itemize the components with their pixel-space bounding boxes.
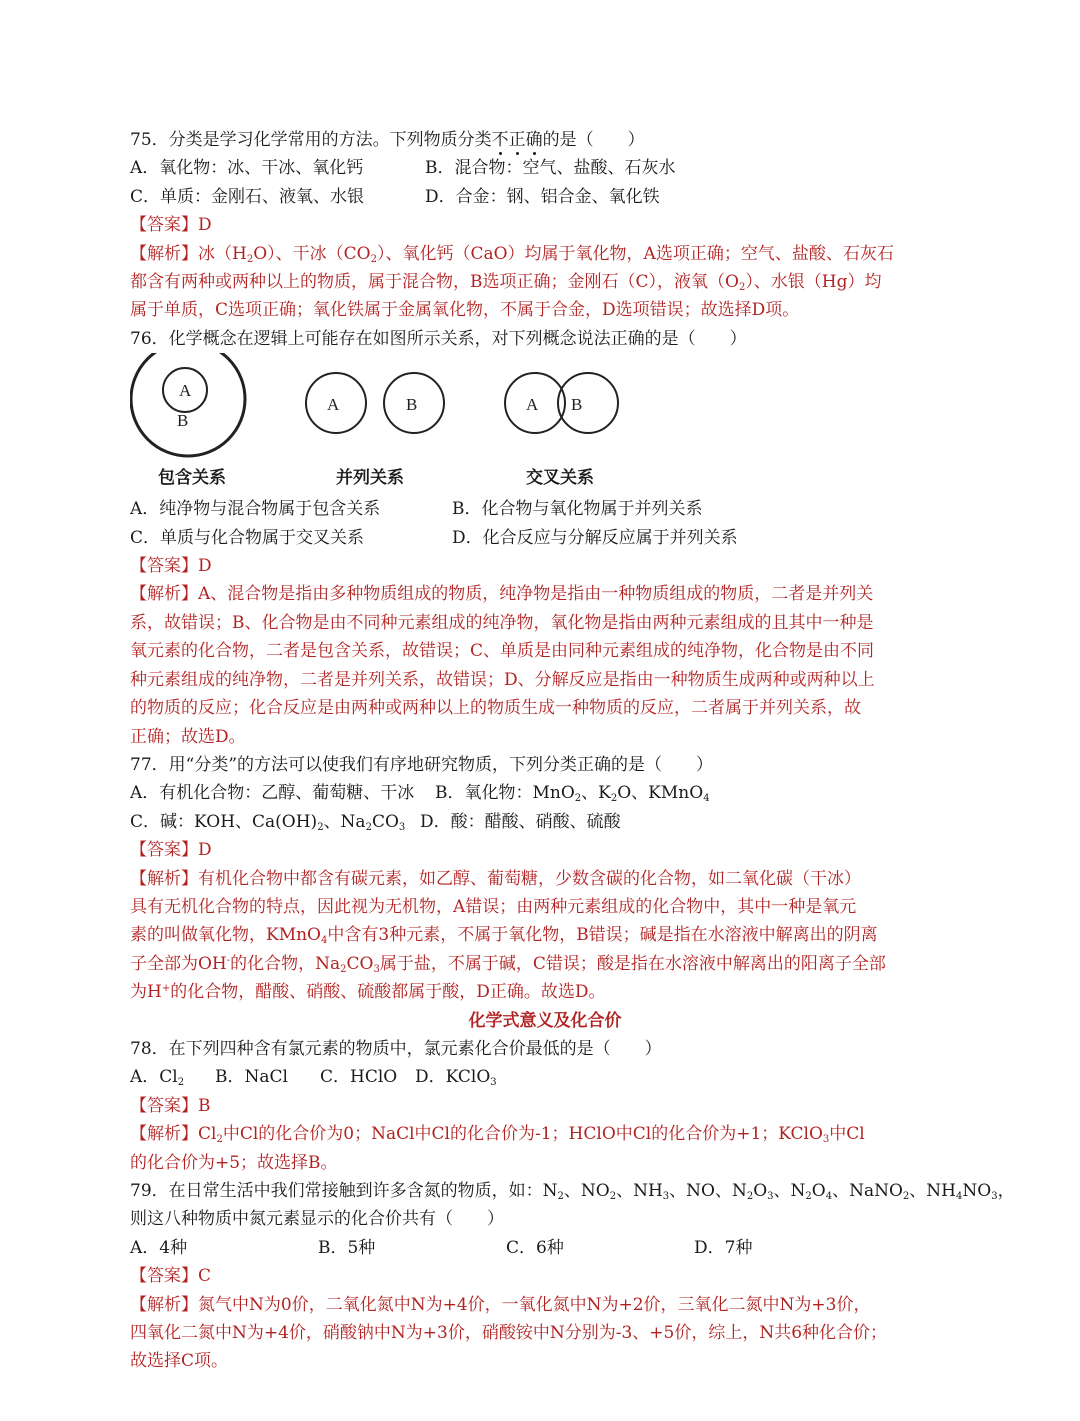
q77-option-c: C．碱：KOH、$Ca(OH)_2$、$Na_2CO_3$	[130, 811, 406, 833]
q75-option-b: B．混合物：空气、盐酸、石灰水	[425, 158, 676, 179]
q75-answer: 【答案】D	[130, 215, 212, 236]
q77-stem: 77．用“分类”的方法可以使我们有序地研究物质，下列分类正确的是（ ）	[130, 754, 714, 775]
q79-stem-line-2: 则这八种物质中氮元素显示的化合价共有（ ）	[130, 1209, 504, 1230]
section-title: 化学式意义及化合价	[468, 1010, 622, 1031]
q79-analysis-line-3: 故选择C项。	[130, 1351, 229, 1372]
q78-analysis-line-1: 【解析】$Cl_2$中Cl的化合价为0；NaCl中Cl的化合价为-1；HClO中Cl的化合价为+1；KClO$_3$中Cl	[130, 1124, 865, 1146]
q76-analysis-line-5: 的物质的反应；化合反应是由两种或两种以上的物质生成一种物质的反应，二者属于并列关系，故	[130, 698, 861, 719]
q75-stem: 75．分类是学习化学常用的方法。下列物质分类不正确的是（ ）	[130, 130, 645, 150]
q75-analysis-line-2: 都含有两种或两种以上的物质，属于混合物，B选项正确；金刚石（C），液氧$(O_2)$、水银（Hg）均	[130, 272, 882, 294]
q77-option-b: B．氧化物：MnO$_2$、$K_2O$、KMnO$_4$	[435, 783, 710, 805]
q76-stem: 76．化学概念在逻辑上可能存在如图所示关系，对下列概念说法正确的是（ ）	[130, 328, 747, 349]
q77-analysis-line-2: 具有无机化合物的特点，因此视为无机物，A错误；由两种元素组成的化合物中，其中一种是氧元	[130, 896, 857, 917]
q75-option-c: C．单质：金刚石、液氧、水银	[130, 186, 365, 207]
caption-intersection: 交叉关系	[526, 468, 594, 489]
q75-option-d: D．合金：钢、铝合金、氧化铁	[425, 186, 660, 207]
q76-options-row-1	[130, 495, 960, 523]
q76-analysis-line-3: 氧元素的化合物，二者是包含关系，故错误；C、单质是由同种元素组成的纯净物，化合物是由不同	[130, 641, 875, 662]
q79-option-a: A．4种	[130, 1237, 188, 1258]
q77-analysis-line-5: 为H+的化合物，醋酸、硝酸、硫酸都属于酸，D正确。故选D。	[130, 982, 606, 1003]
q75-option-a: A．氧化物：冰、干冰、氧化钙	[130, 158, 364, 179]
inclusion-label-a: A	[179, 381, 192, 401]
q76-option-b: B．化合物与氧化物属于并列关系	[452, 499, 703, 520]
q78-option-c: C．HClO	[320, 1067, 398, 1088]
q79-option-d: D．7种	[694, 1237, 753, 1258]
q78-options-row	[130, 1063, 960, 1091]
inclusion-label-b: B	[177, 411, 189, 431]
q77-options-row-1	[130, 779, 960, 807]
relationship-diagram	[130, 353, 960, 495]
q76-analysis-line-4: 种元素组成的纯净物，二者是并列关系，故错误；D、分解反应是指由一种物质生成两种或两种以上	[130, 669, 875, 690]
q79-option-c: C．6种	[506, 1237, 564, 1258]
q75-options-row-1	[130, 154, 960, 182]
inclusion-diagram	[131, 353, 245, 456]
q79-stem-line-1: 79．在日常生活中我们常接触到许多含氮的物质，如：$N_2$、$NO_2$、$NH_3$、NO、$N_2O_3$、$N_2O_4$、NaNO$_2$、$NH_4NO_3$，	[130, 1181, 1015, 1202]
intersection-diagram	[505, 373, 618, 433]
q78-analysis-line-2: 的化合价为+5；故选择B。	[130, 1152, 338, 1173]
q79-analysis-line-1: 【解析】氮气中N为0价，二氧化氮中N为+4价，一氧化氮中N为+2价，三氧化二氮中N为+3价，	[130, 1294, 871, 1315]
q76-analysis-line-2: 系，故错误；B、化合物是由不同种元素组成的纯净物，氧化物是指由两种元素组成的且其中一种是	[130, 612, 874, 633]
caption-inclusion: 包含关系	[158, 468, 226, 489]
parallel-label-a: A	[327, 395, 340, 415]
q76-analysis-line-6: 正确；故选D。	[130, 726, 246, 747]
intersection-label-a: A	[526, 395, 539, 415]
q76-options-row-2	[130, 524, 960, 552]
parallel-label-b: B	[406, 395, 418, 415]
q78-option-d: D．KClO$_3$	[415, 1067, 497, 1089]
q78-stem: 78．在下列四种含有氯元素的物质中，氯元素化合价最低的是（ ）	[130, 1038, 662, 1059]
q76-option-a: A．纯净物与混合物属于包含关系	[130, 499, 381, 520]
q76-answer: 【答案】D	[130, 556, 212, 577]
q75-analysis-line-1: 【解析】冰$(H_2O)$、干冰$(CO_2)$、氧化钙（CaO）均属于氧化物，A选项正确；空气、盐酸、石灰石	[130, 243, 894, 265]
q77-analysis-line-4: 子全部为OH-的化合物，$Na_2CO_3$属于盐，不属于碱，C错误；酸是指在水溶液中解离出的阳离子全部	[130, 953, 886, 975]
q77-answer: 【答案】D	[130, 840, 212, 861]
q77-options-row-2	[130, 808, 960, 836]
q79-options-row	[130, 1234, 960, 1262]
q77-option-a: A．有机化合物：乙醇、葡萄糖、干冰	[130, 783, 415, 804]
q77-analysis-line-1: 【解析】有机化合物中都含有碳元素，如乙醇、葡萄糖，少数含碳的化合物，如二氧化碳（干冰）	[130, 868, 861, 889]
q76-option-d: D．化合反应与分解反应属于并列关系	[452, 527, 738, 548]
q79-option-b: B．5种	[318, 1237, 376, 1258]
q77-option-d: D．酸：醋酸、硝酸、硫酸	[420, 811, 621, 832]
q79-analysis-line-2: 四氧化二氮中N为+4价，硝酸钠中N为+3价，硝酸铵中N分别为-3、+5价，综上，N共6种化合价；	[130, 1323, 888, 1344]
venn-diagrams	[130, 353, 650, 461]
q76-analysis-line-1: 【解析】A、混合物是指由多种物质组成的物质，纯净物是指由一种物质组成的物质，二者是并列关	[130, 584, 874, 605]
q75-analysis-line-3: 属于单质，C选项正确；氧化铁属于金属氧化物，不属于合金，D选项错误；故选择D项。	[130, 300, 800, 321]
intersection-label-b: B	[571, 395, 583, 415]
document-content	[130, 126, 1015, 1376]
caption-parallel: 并列关系	[336, 468, 404, 489]
q79-answer: 【答案】C	[130, 1266, 212, 1287]
q77-analysis-line-3: 素的叫做氧化物，KMnO$_4$中含有3种元素，不属于氧化物，B错误；碱是指在水溶液中解离出的阴离	[130, 925, 878, 947]
q75-options-row-2	[130, 183, 960, 211]
q76-option-c: C．单质与化合物属于交叉关系	[130, 527, 365, 548]
q78-option-a: A．$Cl_2$	[130, 1067, 185, 1089]
q78-option-b: B．NaCl	[215, 1067, 288, 1088]
q78-answer: 【答案】B	[130, 1095, 211, 1116]
